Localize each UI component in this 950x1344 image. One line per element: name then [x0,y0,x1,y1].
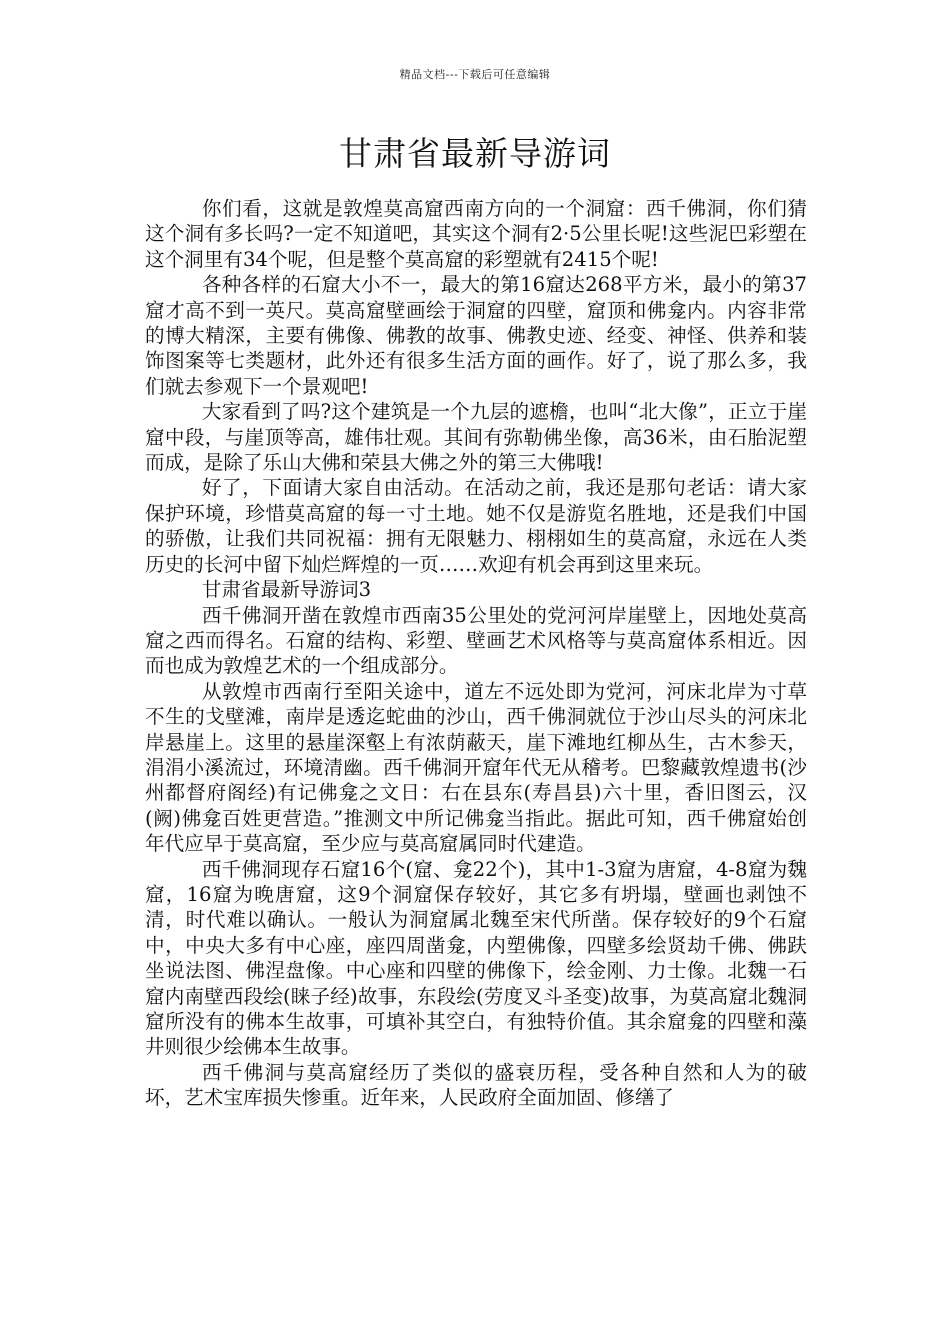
paragraph: 你们看，这就是敦煌莫高窟西南方向的一个洞窟：西千佛洞，你们猜这个洞有多长吗?一定不知道吧，其实这个洞有2·5公里长呢!这些泥巴彩塑在这个洞里有34个呢，但是整个莫高窟的彩塑就有2415个呢! [145,197,807,271]
document-body [145,196,807,1111]
paragraph: 西千佛洞与莫高窟经历了类似的盛衰历程，受各种自然和人为的破坏，艺术宝库损失惨重。近年来，人民政府全面加固、修缮了 [145,1060,807,1110]
paragraph: 西千佛洞现存石窟16个(窟、龛22个)，其中1-3窟为唐窟，4-8窟为魏窟，16窟为晚唐窟，这9个洞窟保存较好，其它多有坍塌，壁画也剥蚀不清，时代难以确认。一般认为洞窟属北魏至宋代所凿。保存较好的9个石窟中，中央大多有中心座，座四周凿龛，内塑佛像，四壁多绘贤劫千佛、佛趺坐说法图、佛涅盘像。中心座和四壁的佛像下，绘金刚、力士像。北魏一石窟内南壁西段绘(睐子经)故事，东段绘(劳度叉斗圣变)故事，为莫高窟北魏洞窟所没有的佛本生故事，可填补其空白，有独特价值。其余窟龛的四壁和藻井则很少绘佛本生故事。 [145,857,807,1059]
paragraph: 西千佛洞开凿在敦煌市西南35公里处的党河河岸崖壁上，因地处莫高窟之西而得名。石窟的结构、彩塑、壁画艺术风格等与莫高窟体系相近。因而也成为敦煌艺术的一个组成部分。 [145,603,807,678]
page-header: 精品文档---下载后可任意编辑 [399,68,551,81]
section-subtitle: 甘肃省最新导游词3 [201,578,372,602]
paragraph: 大家看到了吗?这个建筑是一个九层的遮檐，也叫“北大像”，正立于崖窟中段，与崖顶等高，雄伟壮观。其间有弥勒佛坐像，高36米，由石胎泥塑而成，是除了乐山大佛和荣县大佛之外的第三大佛哦! [145,400,807,475]
paragraph: 好了，下面请大家自由活动。在活动之前，我还是那句老话：请大家保护环境，珍惜莫高窟的每一寸土地。她不仅是游览名胜地，还是我们中国的骄傲，让我们共同祝福：拥有无限魅力、栩栩如生的莫高窟，永远在人类历史的长河中留下灿烂辉煌的一页……欢迎有机会再到这里来玩。 [145,476,807,576]
paragraph: 从敦煌市西南行至阳关途中，道左不远处即为党河，河床北岸为寸草不生的戈壁滩，南岸是透迄蛇曲的沙山，西千佛洞就位于沙山尽头的河床北岸悬崖上。这里的悬崖深壑上有浓荫蔽天，崖下滩地红柳丛生，古木参天，涓涓小溪流过，环境清幽。西千佛洞开窟年代无从稽考。巴黎藏敦煌遗书(沙州都督府阁经)有记佛龛之文日：右在县东(寿昌县)六十里，香旧图云，汉(阙)佛龛百姓更营造。”推测文中所记佛龛当指此。据此可知，西千佛窟始创年代应早于莫高窟，至少应与莫高窟属同时代建造。 [145,679,807,856]
paragraph: 各种各样的石窟大小不一，最大的第16窟达268平方米，最小的第37窟才高不到一英尺。莫高窟壁画绘于洞窟的四壁，窟顶和佛龛内。内容非常的博大精深，主要有佛像、佛教的故事、佛教史迹、经变、神怪、供养和装饰图案等七类题材，此外还有很多生活方面的画作。好了，说了那么多，我们就去参观下一个景观吧! [145,273,807,398]
document-title: 甘肃省最新导游词 [339,134,611,173]
